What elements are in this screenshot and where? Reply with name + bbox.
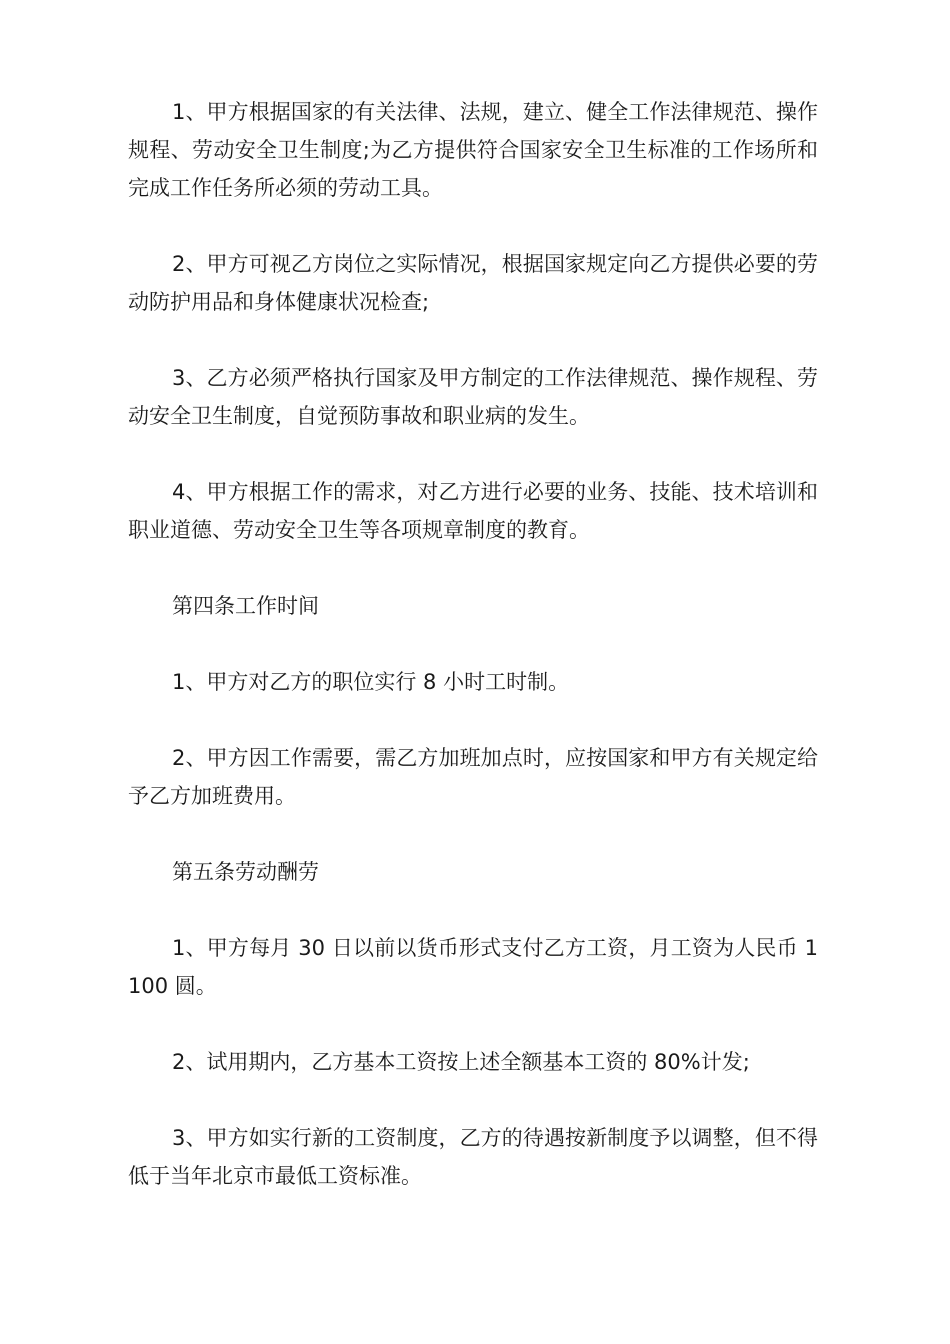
clause-paragraph: 2、甲方可视乙方岗位之实际情况，根据国家规定向乙方提供必要的劳动防护用品和身体健康状况检查; xyxy=(128,252,818,314)
clause-paragraph: 2、试用期内，乙方基本工资按上述全额基本工资的 80%计发; xyxy=(172,1050,750,1074)
section-heading: 第五条劳动酬劳 xyxy=(172,860,319,884)
clause-paragraph: 2、甲方因工作需要，需乙方加班加点时，应按国家和甲方有关规定给予乙方加班费用。 xyxy=(128,746,818,808)
clause-paragraph: 4、甲方根据工作的需求，对乙方进行必要的业务、技能、技术培训和职业道德、劳动安全卫生等各项规章制度的教育。 xyxy=(128,480,818,542)
section-heading: 第四条工作时间 xyxy=(172,594,319,618)
document-body xyxy=(128,93,818,1233)
clause-paragraph: 1、甲方每月 30 日以前以货币形式支付乙方工资，月工资为人民币 1100 圆。 xyxy=(128,936,818,998)
clause-paragraph: 1、甲方根据国家的有关法律、法规，建立、健全工作法律规范、操作规程、劳动安全卫生制度;为乙方提供符合国家安全卫生标准的工作场所和完成工作任务所必须的劳动工具。 xyxy=(128,100,818,200)
clause-paragraph: 1、甲方对乙方的职位实行 8 小时工时制。 xyxy=(172,670,570,694)
clause-paragraph: 3、甲方如实行新的工资制度，乙方的待遇按新制度予以调整，但不得低于当年北京市最低工资标准。 xyxy=(128,1126,818,1188)
clause-paragraph: 3、乙方必须严格执行国家及甲方制定的工作法律规范、操作规程、劳动安全卫生制度，自觉预防事故和职业病的发生。 xyxy=(128,366,818,428)
